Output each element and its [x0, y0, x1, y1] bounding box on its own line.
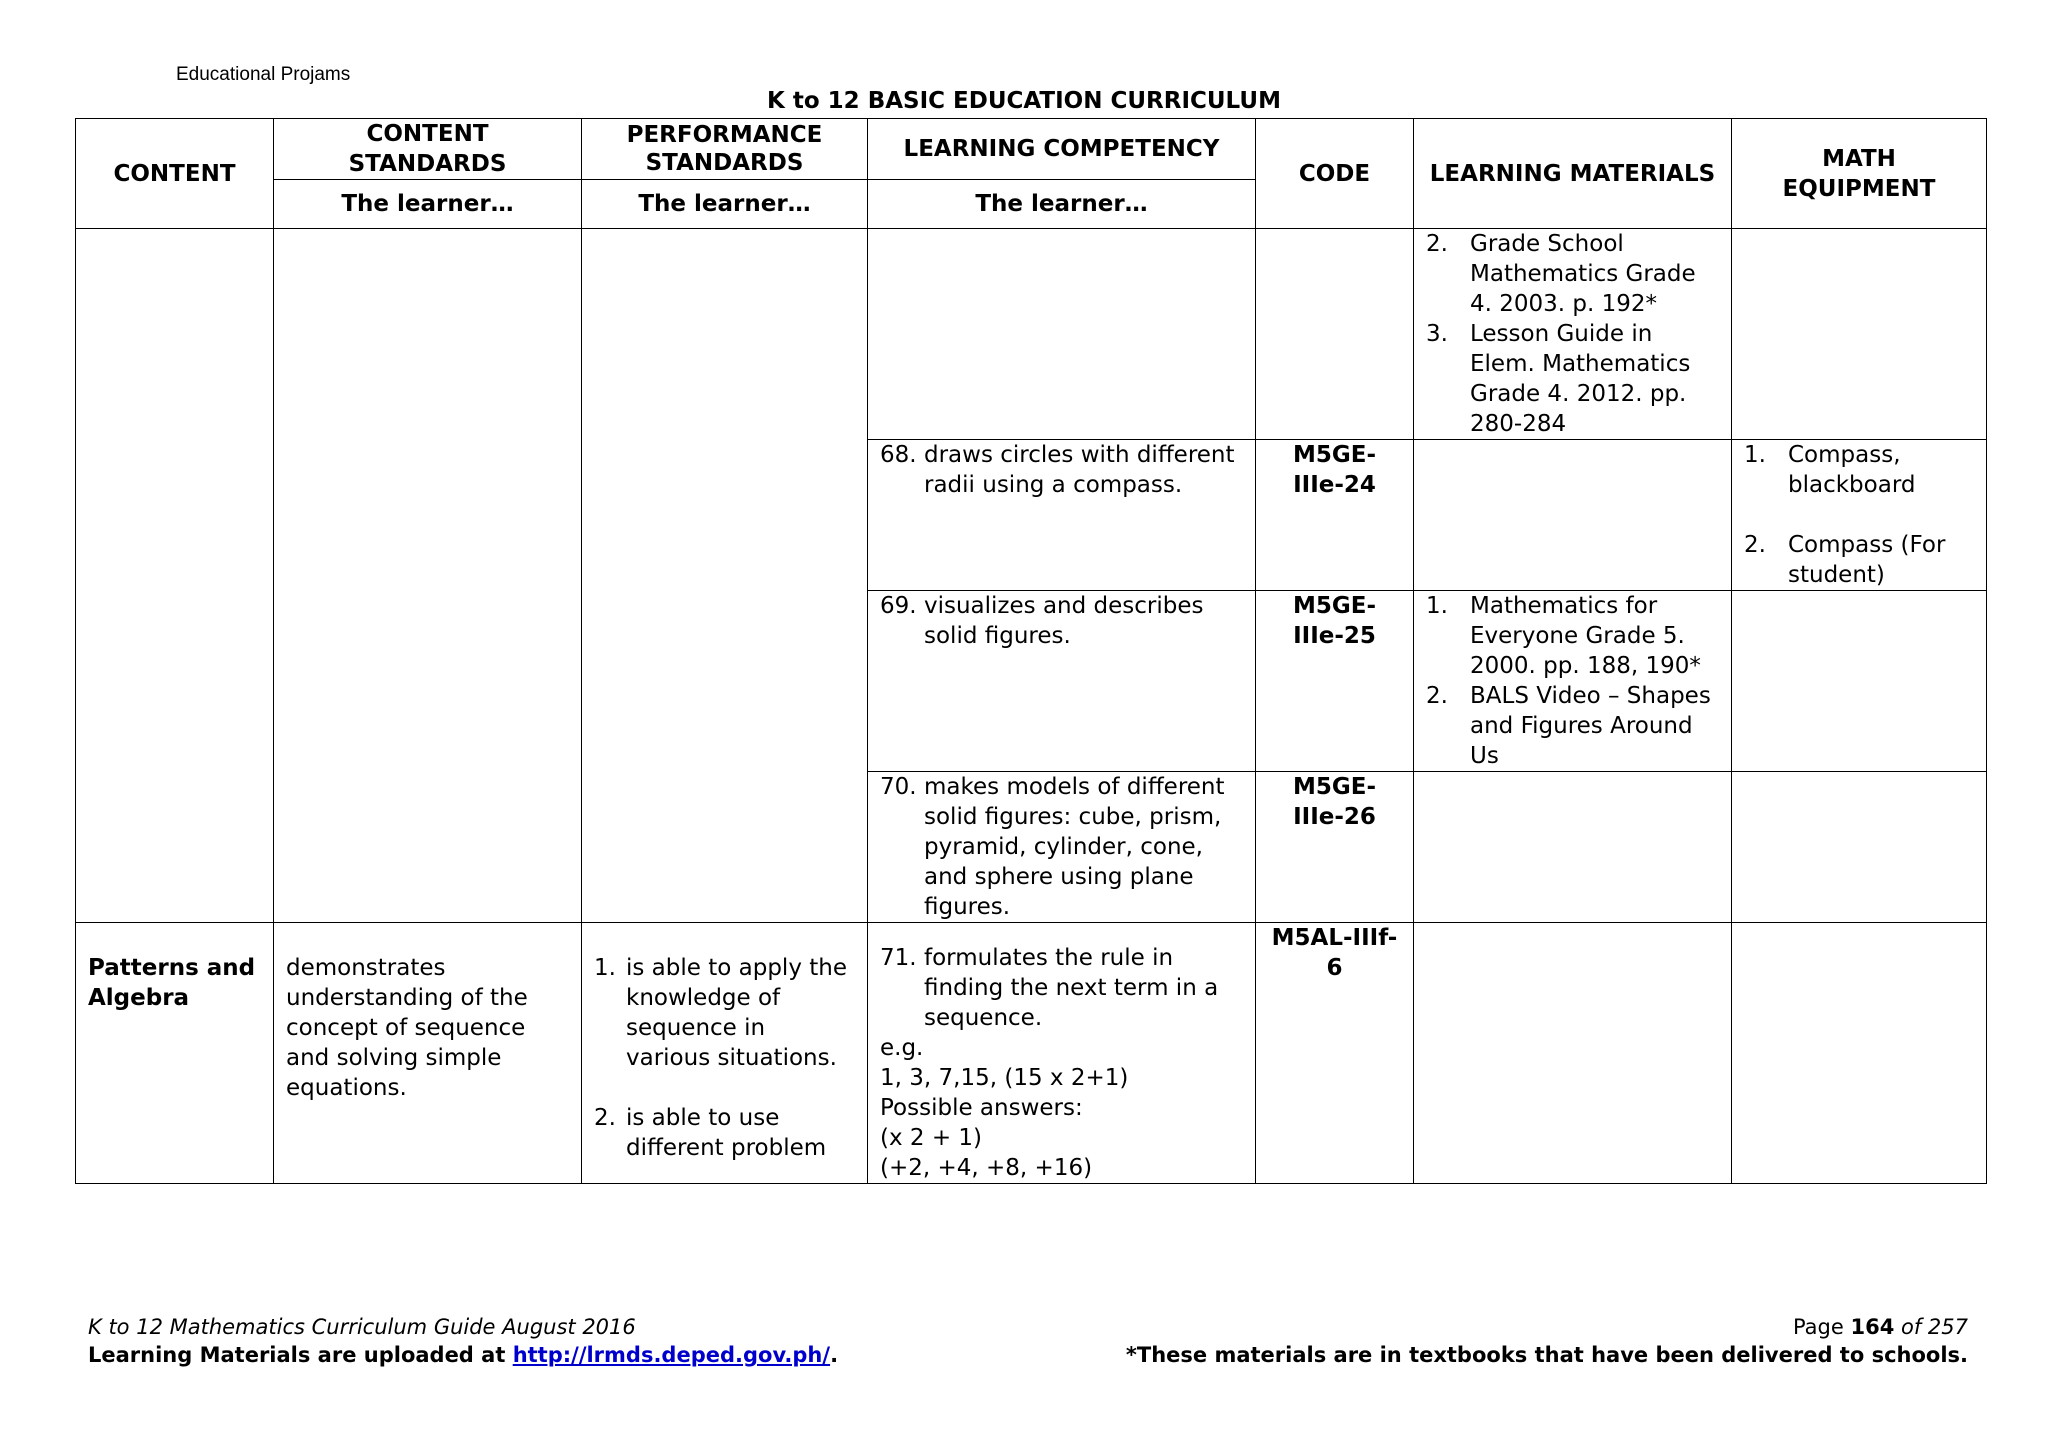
competency-example: 1, 3, 7,15, (15 x 2+1) [880, 1065, 1129, 1091]
math-equipment-cell-empty [1732, 772, 1987, 923]
col-header-content: CONTENT [76, 119, 274, 229]
math-equipment-cell-empty [1732, 923, 1987, 1184]
table-row [76, 229, 1987, 440]
subheader-learner: The learner… [582, 180, 868, 229]
col-header-learning-competency: LEARNING COMPETENCY [868, 119, 1256, 180]
list-item: 68. draws circles with different radii using a compass. [880, 442, 1235, 498]
footer-right [1126, 1313, 1968, 1369]
learning-materials-cell-empty [1414, 923, 1732, 1184]
list-item: 2. Compass (For student) [1744, 532, 1946, 588]
subheader-learner: The learner… [868, 180, 1256, 229]
col-header-math-equipment: MATH EQUIPMENT [1732, 119, 1987, 229]
subheader-learner: The learner… [274, 180, 582, 229]
competency-cell [868, 772, 1256, 923]
col-header-content-standards: CONTENT STANDARDS [274, 119, 582, 180]
table-row [76, 923, 1987, 1184]
list-item: 1. Mathematics for Everyone Grade 5. 2000. pp. 188, 190* [1426, 593, 1701, 679]
performance-cell-empty [582, 229, 868, 923]
col-header-performance-standards: PERFORMANCE STANDARDS [582, 119, 868, 180]
content-cell-empty [76, 229, 274, 923]
code-cell: M5AL-IIIf-6 [1256, 923, 1414, 1184]
competency-cell [868, 591, 1256, 772]
code-cell: M5GE-IIIe-25 [1256, 591, 1414, 772]
learning-materials-cell [1414, 591, 1732, 772]
list-item: 2. is able to use different problem [594, 1105, 827, 1161]
header-label: Educational Projams [176, 64, 351, 85]
col-header-code: CODE [1256, 119, 1414, 229]
competency-example: Possible answers: [880, 1095, 1083, 1121]
footer-left [88, 1313, 838, 1369]
document-title: K to 12 BASIC EDUCATION CURRICULUM [767, 88, 1281, 114]
competency-example: (+2, +4, +8, +16) [880, 1155, 1093, 1181]
footer-upload-note: Learning Materials are uploaded at http://lrmds.deped.gov.ph/. [88, 1343, 839, 1367]
page-number: Page 164 of 257 [1792, 1315, 1968, 1339]
list-item: 70. makes models of different solid figures: cube, prism, pyramid, cylinder, cone, and sphere using plane figures. [880, 774, 1225, 920]
list-item: 2. Grade School Mathematics Grade 4. 2003. p. 192* [1426, 231, 1696, 317]
learning-materials-cell-empty [1414, 440, 1732, 591]
learning-materials-cell [1414, 229, 1732, 440]
competency-example: e.g. [880, 1035, 924, 1061]
content-standards-cell-empty [274, 229, 582, 923]
lrmds-link[interactable]: http://lrmds.deped.gov.ph/ [512, 1343, 831, 1367]
list-item: 2. BALS Video – Shapes and Figures Around Us [1426, 683, 1711, 769]
content-cell: Patterns and Algebra [76, 923, 274, 1184]
equipment-list [1744, 440, 1974, 590]
list-item: 71. formulates the rule in finding the next term in a sequence. [880, 945, 1219, 1031]
performance-list [594, 953, 855, 1163]
materials-list [1426, 591, 1719, 771]
math-equipment-cell-empty [1732, 591, 1987, 772]
content-standards-cell: demonstrates understanding of the concept of sequence and solving simple equations. [274, 923, 582, 1184]
learning-materials-cell-empty [1414, 772, 1732, 923]
materials-list [1426, 229, 1719, 439]
curriculum-table [75, 118, 1987, 1184]
code-cell-empty [1256, 229, 1414, 440]
code-cell: M5GE-IIIe-26 [1256, 772, 1414, 923]
footer-guide: K to 12 Mathematics Curriculum Guide August 2016 [88, 1315, 636, 1339]
list-item: 69. visualizes and describes solid figures. [880, 593, 1204, 649]
competency-cell-empty [868, 229, 1256, 440]
performance-standards-cell [582, 923, 868, 1184]
footer-textbook-note: *These materials are in textbooks that have been delivered to schools. [1125, 1343, 1968, 1367]
math-equipment-cell-empty [1732, 229, 1987, 440]
code-cell: M5GE-IIIe-24 [1256, 440, 1414, 591]
list-item: 1. Compass, blackboard [1744, 442, 1916, 498]
list-item: 1. is able to apply the knowledge of sequence in various situations. [594, 955, 847, 1071]
list-item: 3. Lesson Guide in Elem. Mathematics Grade 4. 2012. pp. 280-284 [1426, 321, 1691, 437]
table-header-row [76, 119, 1987, 180]
col-header-learning-materials: LEARNING MATERIALS [1414, 119, 1732, 229]
competency-cell [868, 440, 1256, 591]
math-equipment-cell [1732, 440, 1987, 591]
competency-example: (x 2 + 1) [880, 1125, 983, 1151]
competency-cell [868, 923, 1256, 1184]
